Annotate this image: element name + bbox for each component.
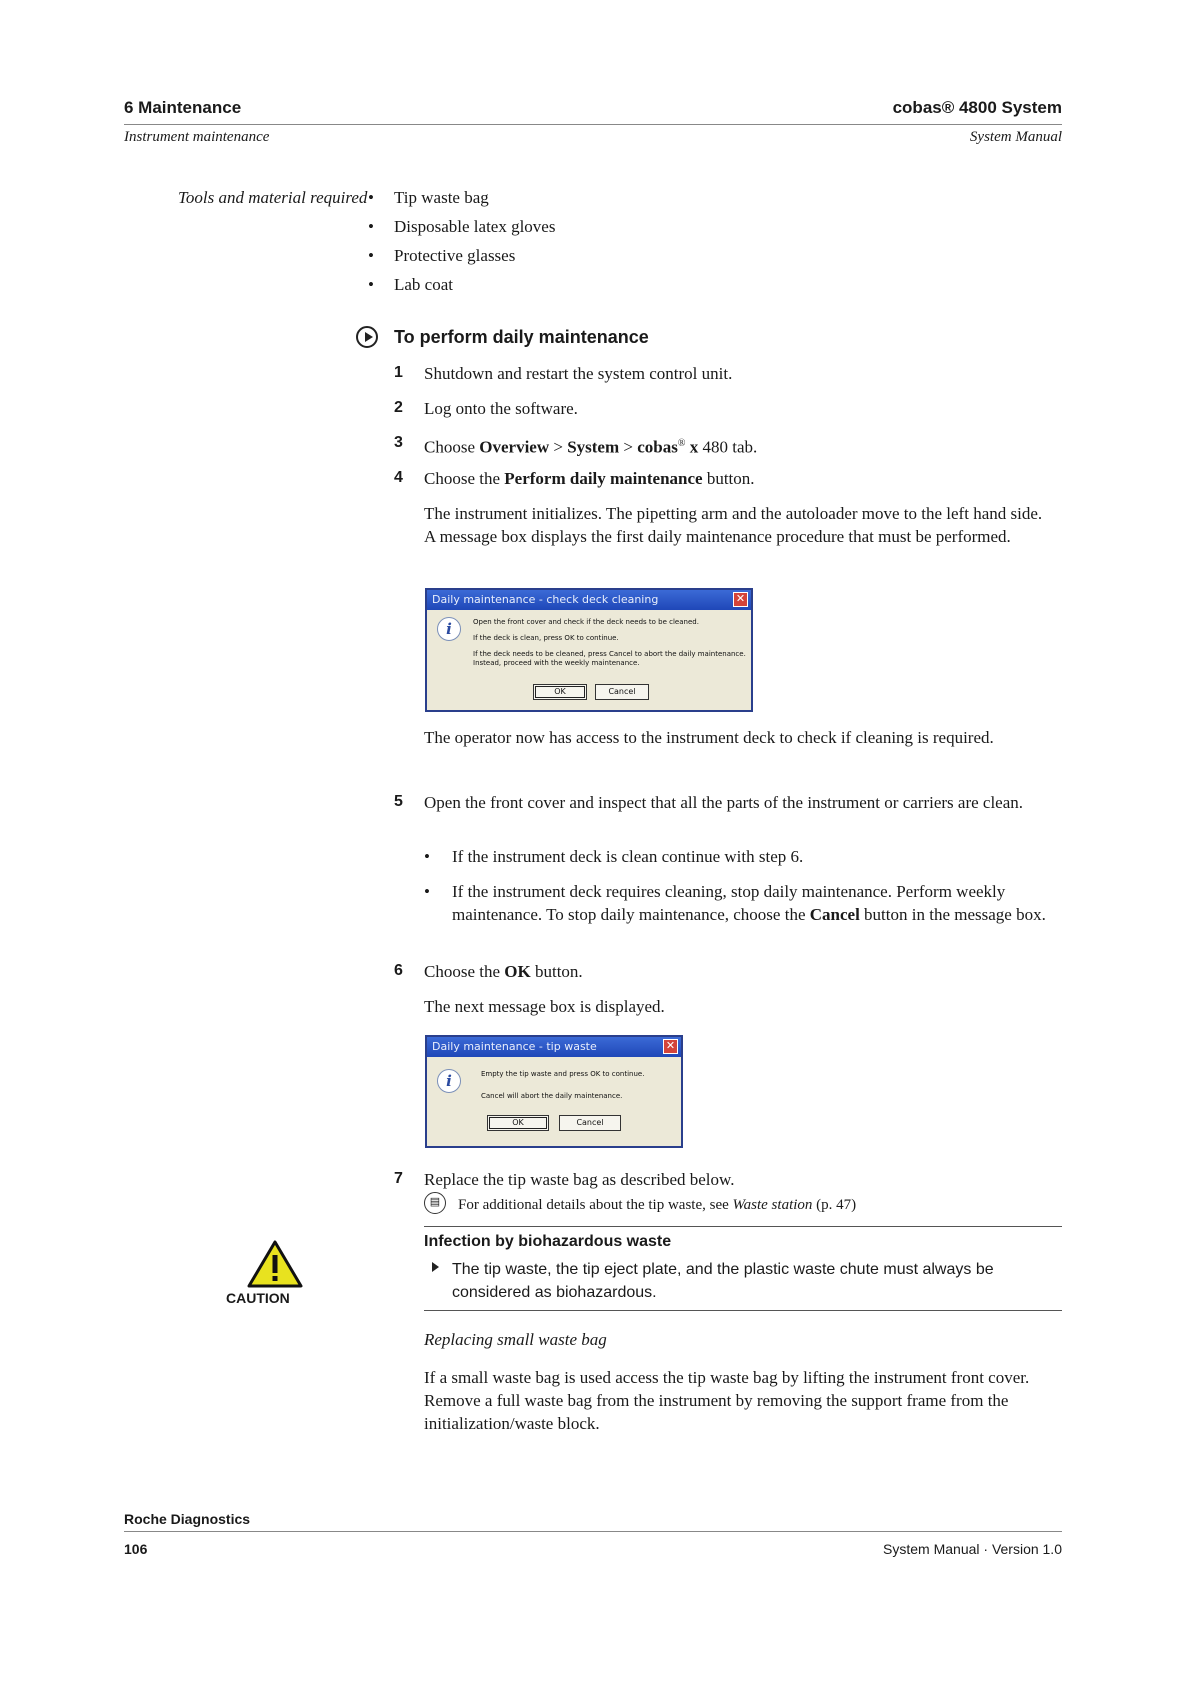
caution-warning-icon bbox=[246, 1239, 304, 1289]
tools-label: Tools and material required bbox=[178, 188, 368, 207]
manual-title: System Manual bbox=[969, 129, 1062, 145]
caution-title: Infection by biohazardous waste bbox=[424, 1233, 672, 1250]
step-number: 6 bbox=[394, 962, 403, 979]
reference-icon: ▤ bbox=[424, 1192, 446, 1214]
step-number: 4 bbox=[394, 469, 403, 486]
list-item: • Lab coat bbox=[368, 275, 453, 294]
footer-divider bbox=[124, 1531, 1062, 1532]
bullet-dot: • bbox=[424, 882, 430, 901]
step-number: 7 bbox=[394, 1170, 403, 1187]
footer-company: Roche Diagnostics bbox=[124, 1511, 251, 1527]
chapter-title: 6 Maintenance bbox=[124, 98, 242, 117]
step-text: Shutdown and restart the system control unit. bbox=[424, 364, 733, 383]
step-text: Choose the Perform daily maintenance button. bbox=[424, 469, 755, 488]
caution-bottom-rule bbox=[424, 1310, 1062, 1311]
procedure-title: To perform daily maintenance bbox=[394, 327, 649, 347]
list-item: • Protective glasses bbox=[368, 246, 516, 265]
cross-reference: For additional details about the tip waste, see Waste station (p. 47) bbox=[458, 1197, 857, 1213]
cancel-button[interactable]: Cancel bbox=[559, 1115, 621, 1131]
dialog-title-bar bbox=[427, 1037, 681, 1057]
caution-text: The tip waste, the tip eject plate, and the plastic waste chute must always be considered as biohazardous. bbox=[452, 1261, 994, 1301]
reference-link[interactable]: Waste station bbox=[732, 1197, 813, 1213]
close-icon[interactable]: ✕ bbox=[733, 592, 748, 607]
header-divider bbox=[124, 124, 1062, 125]
step-result: The instrument initializes. The pipetting arm and the autoloader move to the left hand side. A message box displays the first daily maintenance procedure that must be performed. bbox=[424, 504, 1043, 546]
subsection-title: Replacing small waste bag bbox=[424, 1330, 607, 1349]
step-number: 3 bbox=[394, 434, 403, 451]
step-result: The next message box is displayed. bbox=[424, 997, 665, 1016]
step-text: Choose Overview > System > cobas® x 480 tab. bbox=[424, 437, 758, 457]
dialog-title-bar bbox=[427, 590, 751, 610]
product-title: cobas® 4800 System bbox=[892, 98, 1062, 117]
tools-list bbox=[368, 186, 954, 302]
procedure-play-icon bbox=[356, 326, 378, 348]
step-text: Choose the OK button. bbox=[424, 962, 583, 981]
section-title: Instrument maintenance bbox=[124, 129, 270, 145]
dialog-title: Daily maintenance - tip waste bbox=[432, 1040, 597, 1053]
list-item: • Disposable latex gloves bbox=[368, 217, 556, 236]
bullet-dot: • bbox=[424, 847, 430, 866]
bullet-text: If the instrument deck is clean continue with step 6. bbox=[452, 847, 804, 866]
dialog-line: Empty the tip waste and press OK to continue. bbox=[481, 1070, 645, 1078]
dialog-title: Daily maintenance - check deck cleaning bbox=[432, 593, 659, 606]
arrow-bullet-icon bbox=[432, 1262, 439, 1272]
paragraph: The operator now has access to the instrument deck to check if cleaning is required. bbox=[424, 728, 994, 747]
list-item-text: Disposable latex gloves bbox=[394, 217, 556, 236]
list-item-text: Tip waste bag bbox=[394, 188, 489, 207]
info-icon: i bbox=[437, 617, 461, 641]
close-icon[interactable]: ✕ bbox=[663, 1039, 678, 1054]
step-text: Replace the tip waste bag as described below. bbox=[424, 1170, 735, 1189]
dialog-line: If the deck is clean, press OK to continue. bbox=[473, 634, 619, 642]
list-item-text: Lab coat bbox=[394, 275, 453, 294]
ok-button[interactable]: OK bbox=[533, 684, 587, 700]
step-number: 5 bbox=[394, 793, 403, 810]
paragraph: If a small waste bag is used access the tip waste bag by lifting the instrument front cover. Remove a full waste bag from the instrument by removing the support frame from the initialization/waste block. bbox=[424, 1368, 1030, 1433]
caution-label: CAUTION bbox=[226, 1290, 290, 1306]
page-number: 106 bbox=[124, 1541, 148, 1557]
cancel-button[interactable]: Cancel bbox=[595, 684, 649, 700]
dialog-line: Cancel will abort the daily maintenance. bbox=[481, 1092, 623, 1100]
info-icon: i bbox=[437, 1069, 461, 1093]
ok-button[interactable]: OK bbox=[487, 1115, 549, 1131]
dialog-check-deck bbox=[425, 588, 753, 712]
dialog-tip-waste bbox=[425, 1035, 683, 1148]
caution-top-rule bbox=[424, 1226, 1062, 1227]
step-text: Open the front cover and inspect that all the parts of the instrument or carriers are clean. bbox=[424, 793, 1024, 812]
bullet-text: If the instrument deck requires cleaning, stop daily maintenance. Perform weekly maintenance. To stop daily maintenance, choose the Cancel button in the message box. bbox=[452, 882, 1046, 924]
dialog-line: Open the front cover and check if the deck needs to be cleaned. bbox=[473, 618, 699, 626]
step-number: 1 bbox=[394, 364, 403, 381]
step-number: 2 bbox=[394, 399, 403, 416]
step-text: Log onto the software. bbox=[424, 399, 578, 418]
dialog-line: Instead, proceed with the weekly maintenance. bbox=[473, 659, 640, 667]
footer-version: System Manual · Version 1.0 bbox=[883, 1541, 1062, 1557]
list-item: • Tip waste bag bbox=[368, 188, 489, 207]
dialog-line: If the deck needs to be cleaned, press Cancel to abort the daily maintenance. bbox=[473, 650, 746, 658]
list-item-text: Protective glasses bbox=[394, 246, 516, 265]
